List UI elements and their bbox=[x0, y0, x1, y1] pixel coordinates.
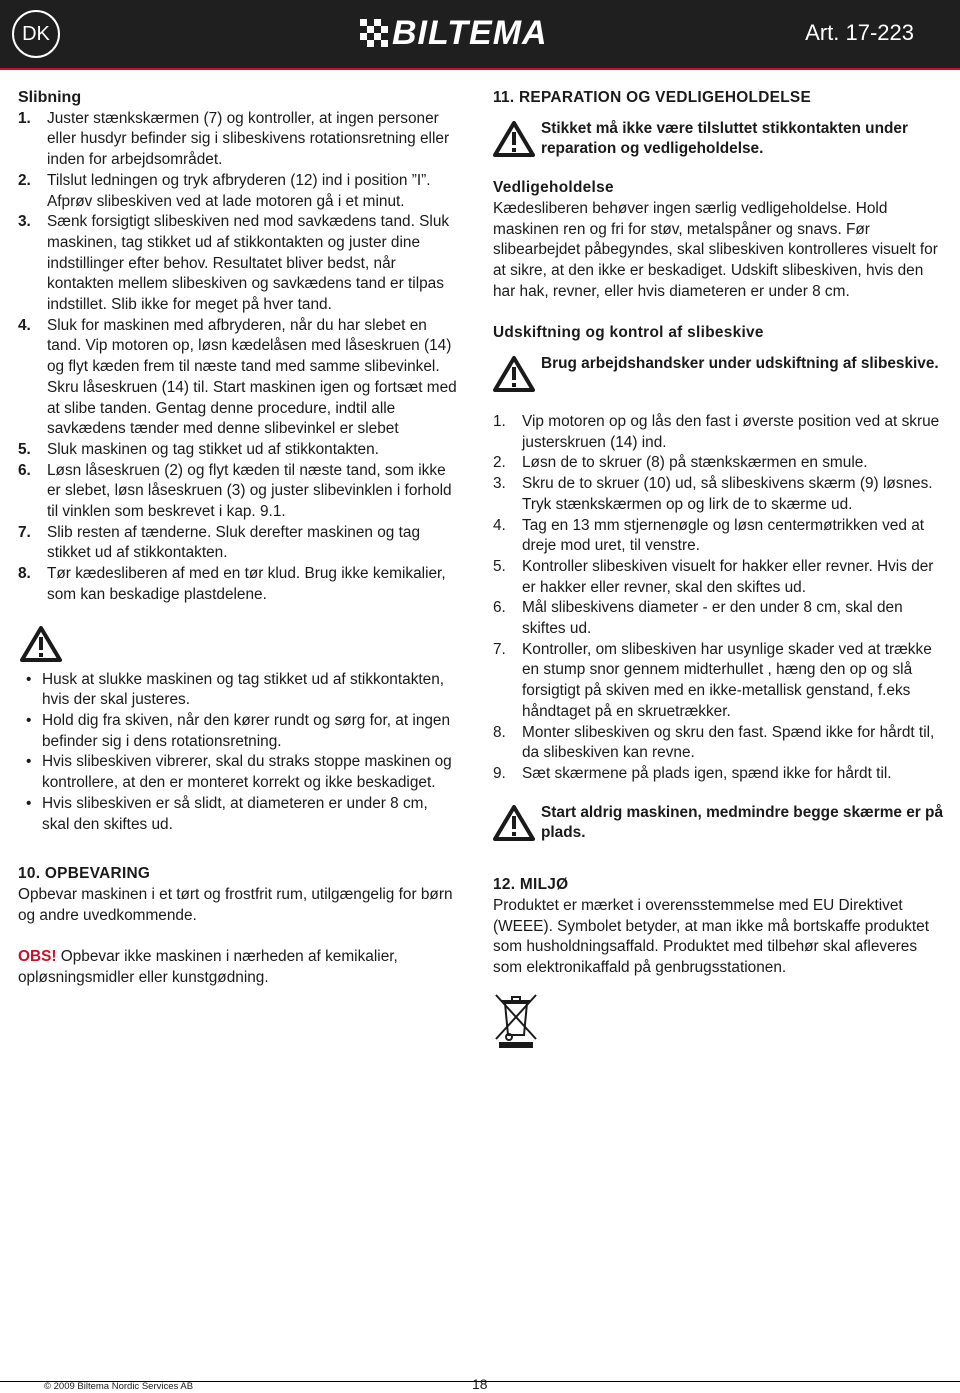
step-item bbox=[18, 564, 458, 605]
step-text: Tør kædesliberen af med en tør klud. Brug ikke kemikalier, som kan beskadige plastdelene. bbox=[47, 565, 446, 603]
step-text: Kontroller slibeskiven visuelt for hakker eller revner. Hvis der er hakker eller revner, skal den skiftes ud. bbox=[522, 557, 934, 596]
step-item bbox=[493, 723, 943, 764]
step-item bbox=[18, 171, 458, 212]
header-divider bbox=[0, 68, 960, 70]
warning-triangle-icon bbox=[493, 121, 535, 157]
brand-name: BILTEMA bbox=[392, 14, 548, 52]
step-number: 2. bbox=[493, 454, 506, 472]
section-heading-maintenance: Vedligeholdelse bbox=[493, 179, 614, 197]
warning-triangle-icon bbox=[20, 626, 62, 662]
right-column bbox=[493, 88, 943, 1055]
section-heading-storage: 10. OPBEVARING bbox=[18, 865, 151, 883]
obs-text: Opbevar ikke maskinen i nærheden af kemikalier, opløsningsmidler eller kunstgødning. bbox=[18, 948, 398, 987]
replacement-steps bbox=[493, 412, 943, 785]
section-heading-environment: 12. MILJØ bbox=[493, 876, 569, 894]
step-number: 8. bbox=[18, 565, 31, 583]
grinding-steps bbox=[18, 109, 458, 606]
step-text: Monter slibeskiven og skru den fast. Spænd ikke for hårdt til, da slibeskiven kan revne. bbox=[522, 723, 935, 762]
article-number: Art. 17-223 bbox=[805, 20, 914, 45]
step-item bbox=[493, 453, 943, 474]
step-number: 9. bbox=[493, 764, 506, 782]
step-item bbox=[18, 109, 458, 171]
storage-text: Opbevar maskinen i et tørt og frostfrit rum, utilgængelig for børn og andre uvedkommende. bbox=[18, 885, 453, 924]
step-item bbox=[18, 461, 458, 523]
safety-bullets bbox=[18, 670, 458, 836]
step-number: 7. bbox=[493, 640, 506, 658]
step-number: 7. bbox=[18, 523, 31, 541]
bullet-item: • Hold dig fra skiven, når den kører rundt og sørg for, at ingen befinder sig i dens rotationsretning. bbox=[18, 711, 458, 752]
step-number: 8. bbox=[493, 723, 506, 741]
step-item bbox=[493, 640, 943, 723]
step-text: Sluk maskinen og tag stikket ud af stikkontakten. bbox=[47, 440, 379, 458]
step-text: Slib resten af tænderne. Sluk derefter maskinen og tag stikket ud af stikkontakten. bbox=[47, 523, 421, 562]
bullet-item: • Hvis slibeskiven vibrerer, skal du straks stoppe maskinen og kontrollere, at den er monteret korrekt og ikke beskadiget. bbox=[18, 752, 458, 793]
repair-warning bbox=[493, 119, 943, 160]
checkered-flag-icon bbox=[360, 19, 388, 47]
step-text: Sluk for maskinen med afbryderen, når du har slebet en tand. Vip motoren op, løsn kædelåsen med låseskruen (14) og flyt kæden frem til næste tand med samme slibevinkel. Skru låseskruen (14) til. Start maskinen igen og fortsæt med at slibe tanden. Gentag denne procedure, indtil alle savkædens tænder med denne slibevinkel er slebet bbox=[47, 316, 457, 438]
step-text: Juster stænkskærmen (7) og kontroller, at ingen personer eller husdyr befinder sig i slibeskivens rotationsretning eller inden for arbejdsområdet. bbox=[47, 109, 450, 169]
warning-triangle-icon bbox=[493, 805, 535, 841]
step-text: Mål slibeskivens diameter - er den under 8 cm, skal den skiftes ud. bbox=[522, 599, 903, 638]
step-item bbox=[493, 598, 943, 639]
copyright-text: © 2009 Biltema Nordic Services AB bbox=[44, 1381, 194, 1392]
section-heading-replacement: Udskiftning og kontrol af slibeskive bbox=[493, 324, 764, 342]
step-number: 6. bbox=[18, 461, 31, 479]
step-text: Kontroller, om slibeskiven har usynlige skader ved at trække en stump snor gennem midterhullet , hæng den op og slå forsigtigt på skiven med en ikke-metallisk genstand, f.eks håndtaget på en skruetrækker. bbox=[522, 640, 932, 720]
step-number: 1. bbox=[18, 109, 31, 127]
page-number: 18 bbox=[472, 1376, 488, 1392]
start-warning bbox=[493, 803, 943, 844]
step-item bbox=[18, 212, 458, 316]
maintenance-text: Kædesliberen behøver ingen særlig vedligeholdelse. Hold maskinen ren og fri for støv, metalspåner og snavs. Før slibearbejdet påbegyndes, skal slibeskiven kontrolleres visuelt for at sikre, at den ikke er beskadiget. Udskift slibeskiven, hvis den har hak, revner, eller hvis diameteren er under 8 cm. bbox=[493, 199, 938, 300]
step-item bbox=[18, 523, 458, 564]
step-text: Sænk forsigtigt slibeskiven ned mod savkædens tand. Sluk maskinen, tag stikket ud af stikkontakten og juster dine indstillinger efter behov. Resultatet bliver bedst, når kontakten mellem slibeskiven og savkædens tand er tilpas indstillet. Slib ikke for meget på hver tand. bbox=[47, 213, 450, 314]
bullet-item: • Hvis slibeskiven er så slidt, at diameteren er under 8 cm, skal den skiftes ud. bbox=[18, 794, 458, 835]
start-warning-text: Start aldrig maskinen, medmindre begge skærme er på plads. bbox=[541, 803, 944, 842]
brand-logo bbox=[360, 14, 548, 52]
bullet-item: • Husk at slukke maskinen og tag stikket ud af stikkontakten, hvis der skal justeres. bbox=[18, 670, 458, 711]
gloves-warning bbox=[493, 354, 943, 392]
step-text: Tag en 13 mm stjernenøgle og løsn centermøtrikken ved at dreje mod uret, til venstre. bbox=[522, 516, 925, 555]
step-text: Tilslut ledningen og tryk afbryderen (12) ind i position ”I”. Afprøv slibeskiven ved at lade motoren gå i et minut. bbox=[47, 171, 431, 210]
step-number: 6. bbox=[493, 599, 506, 617]
step-item bbox=[493, 474, 943, 515]
step-number: 4. bbox=[493, 516, 506, 534]
step-item bbox=[493, 412, 943, 453]
gloves-warning-text: Brug arbejdshandsker under udskiftning af slibeskive. bbox=[541, 355, 939, 373]
step-number: 3. bbox=[18, 213, 31, 231]
left-column bbox=[18, 88, 458, 989]
step-number: 5. bbox=[493, 557, 506, 575]
obs-label: OBS! bbox=[18, 948, 57, 966]
step-item bbox=[18, 316, 458, 440]
section-heading-repair: 11. REPARATION OG VEDLIGEHOLDELSE bbox=[493, 89, 812, 106]
repair-warning-text: Stikket må ikke være tilsluttet stikkontakten under reparation og vedligeholdelse. bbox=[541, 119, 908, 158]
step-item bbox=[493, 764, 943, 785]
step-text: Skru de to skruer (10) ud, så slibeskivens skærm (9) løsnes. Tryk stænkskærmen op og lirk de to skærme ud. bbox=[522, 475, 933, 513]
step-text: Sæt skærmene på plads igen, spænd ikke for hårdt til. bbox=[522, 764, 892, 782]
step-text: Vip motoren op og lås den fast i øverste position ved at skrue justerskruen (14) ind. bbox=[522, 413, 940, 451]
step-item bbox=[18, 440, 458, 461]
language-badge: DK bbox=[12, 10, 60, 58]
step-number: 3. bbox=[493, 475, 506, 493]
step-number: 5. bbox=[18, 440, 31, 458]
step-text: Løsn de to skruer (8) på stænkskærmen en smule. bbox=[522, 454, 868, 472]
page-header bbox=[0, 0, 960, 68]
step-number: 4. bbox=[18, 316, 31, 334]
section-heading-slibning: Slibning bbox=[18, 89, 82, 106]
obs-paragraph bbox=[18, 947, 458, 988]
environment-text: Produktet er mærket i overensstemmelse med EU Direktivet (WEEE). Symbolet betyder, at man ikke må bortskaffe produktet som husholdningsaffald. Produktet med tilbehør skal afleveres som elektronikaffald på genbrugsstationen. bbox=[493, 896, 929, 976]
step-text: Løsn låseskruen (2) og flyt kæden til næste tand, som ikke er slebet, løsn låseskruen (3) og juster slibevinklen i forhold til vinklen som beskrevet i kap. 9.1. bbox=[47, 461, 452, 521]
step-item bbox=[493, 557, 943, 598]
warning-triangle-icon bbox=[493, 356, 535, 392]
step-number: 1. bbox=[493, 413, 506, 431]
step-item bbox=[493, 516, 943, 557]
weee-crossed-bin-icon bbox=[493, 991, 539, 1049]
step-number: 2. bbox=[18, 171, 31, 189]
